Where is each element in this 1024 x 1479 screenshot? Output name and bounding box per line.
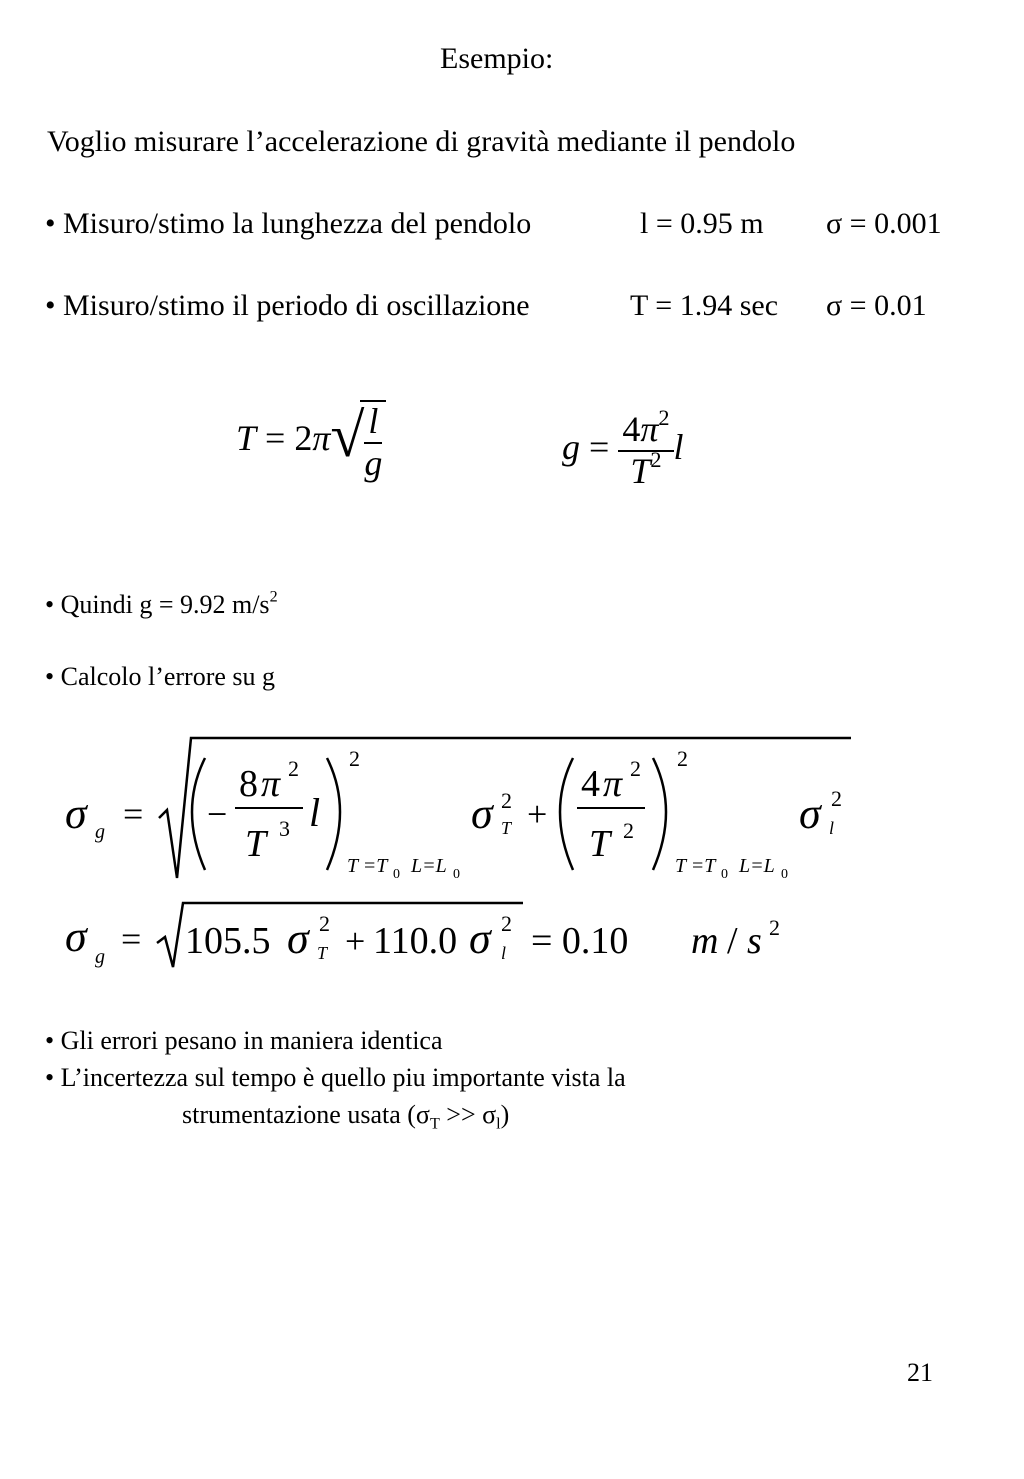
svg-text:π: π	[603, 763, 623, 805]
svg-text:T: T	[501, 818, 512, 838]
svg-text:0: 0	[393, 867, 400, 882]
svg-text:T =T: T =T	[347, 855, 388, 877]
svg-text:σ: σ	[471, 789, 493, 838]
svg-text:0: 0	[721, 867, 728, 882]
quindi-text: • Quindi g = 9.92 $m/s^2$	[45, 588, 278, 619]
svg-text:2: 2	[319, 911, 330, 936]
svg-text:T: T	[589, 823, 611, 865]
svg-text:2: 2	[630, 756, 641, 781]
bullet-length-value: l = 0.95 m	[640, 207, 764, 240]
svg-text:L=L: L=L	[411, 855, 447, 877]
svg-text:2: 2	[677, 746, 688, 771]
svg-text:T =T: T =T	[675, 855, 716, 877]
svg-text:L=L: L=L	[739, 855, 775, 877]
formula-period: T = 2π√ $\frac{l}{g}$	[236, 400, 386, 483]
svg-text:0: 0	[781, 867, 788, 882]
slide-title: Esempio:	[440, 42, 554, 75]
svg-text:−: −	[207, 794, 228, 834]
svg-text:l: l	[501, 943, 507, 963]
svg-text:σ: σ	[65, 789, 87, 838]
svg-text:σ: σ	[469, 914, 491, 963]
svg-text:g: g	[95, 946, 105, 968]
svg-text:2: 2	[831, 786, 842, 811]
svg-text:σ: σ	[65, 912, 87, 961]
svg-text:=: =	[123, 794, 144, 834]
bullet-period-sigma: σ = 0.01	[826, 289, 927, 322]
note-2-continuation: strumentazione usata $(\sigma_T >> \sigma_l)$	[182, 1100, 510, 1133]
bullet-period-text: • Misuro/stimo il periodo di oscillazione	[45, 289, 530, 322]
svg-text:2: 2	[623, 818, 634, 843]
svg-text:2: 2	[501, 911, 512, 936]
svg-text:+: +	[527, 794, 548, 834]
svg-text:8: 8	[239, 763, 258, 805]
svg-text:l: l	[829, 818, 835, 838]
bullet-period-value: T = 1.94 sec	[630, 289, 779, 322]
svg-text:T: T	[245, 823, 267, 865]
svg-text:T: T	[317, 943, 328, 963]
svg-text:σ: σ	[799, 789, 821, 838]
note-2: • L’incertezza sul tempo è quello piu importante vista la	[45, 1063, 626, 1092]
svg-text:110.0: 110.0	[373, 920, 458, 962]
svg-text:2: 2	[288, 756, 299, 781]
bullet-length-text: • Misuro/stimo la lunghezza del pendolo	[45, 207, 532, 240]
svg-text:σ: σ	[287, 914, 309, 963]
svg-text:2: 2	[501, 788, 512, 813]
formula-sigma-g-numeric	[55, 895, 795, 975]
svg-text:g: g	[95, 821, 105, 843]
svg-text:0: 0	[453, 867, 460, 882]
formula-gravity: g = $\frac{4\pi^2}{T^2}$ l	[562, 404, 684, 491]
calcolo-text: • Calcolo l’errore su g	[45, 662, 276, 691]
svg-text:2: 2	[769, 915, 780, 940]
svg-text:π: π	[261, 763, 281, 805]
svg-text:2: 2	[349, 746, 360, 771]
svg-text:=: =	[121, 919, 142, 959]
page-number: 21	[907, 1358, 933, 1387]
svg-text:l: l	[309, 790, 321, 835]
note-1: • Gli errori pesano in maniera identica	[45, 1026, 443, 1055]
svg-text:/: /	[727, 920, 738, 962]
formula-sigma-g	[55, 730, 865, 890]
bullet-length-sigma: σ = 0.001	[826, 207, 942, 240]
result-value: = 0.10	[531, 920, 629, 962]
svg-text:s: s	[747, 920, 762, 962]
svg-text:3: 3	[279, 816, 290, 841]
svg-text:105.5: 105.5	[185, 920, 271, 962]
svg-text:+: +	[345, 921, 366, 961]
svg-text:4: 4	[581, 763, 600, 805]
intro-text: Voglio misurare l’accelerazione di gravità mediante il pendolo	[47, 125, 796, 158]
svg-text:m: m	[691, 920, 719, 962]
